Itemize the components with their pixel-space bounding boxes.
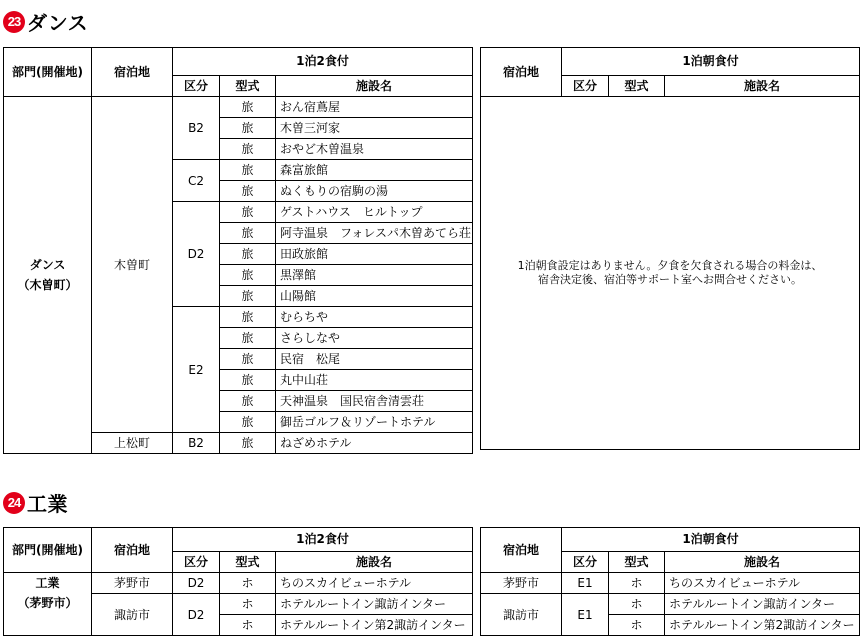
type-cell: 旅	[220, 223, 276, 244]
type-cell: 旅	[220, 265, 276, 286]
type-cell: 旅	[220, 370, 276, 391]
header-event: 部門(開催地)	[4, 48, 92, 97]
header-plan-2meals: 1泊2食付	[173, 48, 473, 76]
dance-lodging-table-breakfast	[480, 47, 860, 450]
section-number-badge: 23	[3, 11, 25, 33]
type-cell: 旅	[220, 181, 276, 202]
type-cell: 旅	[220, 160, 276, 181]
facility-cell: ホテルルートイン諏訪インター	[276, 594, 473, 615]
type-cell: ホ	[609, 594, 665, 615]
category-cell: E1	[562, 594, 609, 636]
section-heading-dance	[3, 7, 88, 36]
category-cell: B2	[173, 433, 220, 454]
type-cell: ホ	[609, 573, 665, 594]
dance-lodging-table-2meals	[3, 47, 473, 454]
event-cell	[4, 97, 92, 454]
facility-cell: おやど木曽温泉	[276, 139, 473, 160]
facility-cell: 民宿 松尾	[276, 349, 473, 370]
type-cell: 旅	[220, 97, 276, 118]
type-cell: 旅	[220, 349, 276, 370]
header-lodging: 宿泊地	[481, 48, 562, 97]
industry-lodging-table-breakfast	[480, 527, 860, 636]
lodging-cell: 茅野市	[92, 573, 173, 594]
header-category: 区分	[173, 551, 220, 572]
facility-cell: 森富旅館	[276, 160, 473, 181]
header-facility: 施設名	[276, 551, 473, 572]
facility-cell: 御岳ゴルフ＆リゾートホテル	[276, 412, 473, 433]
type-cell: 旅	[220, 118, 276, 139]
section-number-badge: 24	[3, 492, 25, 514]
event-cell	[4, 573, 92, 636]
lodging-cell: 木曽町	[92, 97, 173, 433]
header-event: 部門(開催地)	[4, 528, 92, 573]
category-cell: D2	[173, 202, 220, 307]
facility-cell: ちのスカイビューホテル	[665, 573, 860, 594]
industry-lodging-table-2meals	[3, 527, 473, 636]
facility-cell: ゲストハウス ヒルトップ	[276, 202, 473, 223]
type-cell: 旅	[220, 139, 276, 160]
header-type: 型式	[220, 75, 276, 96]
type-cell: 旅	[220, 328, 276, 349]
category-cell: B2	[173, 97, 220, 160]
event-name: 工業	[35, 576, 60, 590]
facility-cell: ホテルルートイン諏訪インター	[665, 594, 860, 615]
facility-cell: ねざめホテル	[276, 433, 473, 454]
header-plan-breakfast: 1泊朝食付	[562, 528, 860, 552]
category-cell: D2	[173, 594, 220, 636]
category-cell: D2	[173, 573, 220, 594]
header-lodging: 宿泊地	[92, 48, 173, 97]
header-lodging: 宿泊地	[481, 528, 562, 573]
facility-cell: さらしなや	[276, 328, 473, 349]
facility-cell: むらちや	[276, 307, 473, 328]
header-plan-2meals: 1泊2食付	[173, 528, 473, 552]
section-title: ダンス	[27, 11, 89, 35]
type-cell: ホ	[220, 573, 276, 594]
facility-cell: ホテルルートイン第2諏訪インター	[665, 615, 860, 636]
facility-cell: 黒澤館	[276, 265, 473, 286]
no-breakfast-notice	[481, 97, 860, 450]
facility-cell: ちのスカイビューホテル	[276, 573, 473, 594]
type-cell: 旅	[220, 244, 276, 265]
lodging-cell: 茅野市	[481, 573, 562, 594]
facility-cell: ぬくもりの宿駒の湯	[276, 181, 473, 202]
header-facility: 施設名	[276, 75, 473, 96]
facility-cell: 木曽三河家	[276, 118, 473, 139]
type-cell: 旅	[220, 307, 276, 328]
header-category: 区分	[562, 75, 609, 96]
facility-cell: おん宿蔦屋	[276, 97, 473, 118]
header-type: 型式	[609, 551, 665, 572]
header-category: 区分	[562, 551, 609, 572]
header-facility: 施設名	[665, 75, 860, 96]
header-facility: 施設名	[665, 551, 860, 572]
facility-cell: 丸中山荘	[276, 370, 473, 391]
header-category: 区分	[173, 75, 220, 96]
header-type: 型式	[609, 75, 665, 96]
notice-line-1: 1泊朝食設定はありません。夕食を欠食される場合の料金は、	[517, 259, 823, 272]
header-lodging: 宿泊地	[92, 528, 173, 573]
facility-cell: 山陽館	[276, 286, 473, 307]
type-cell: ホ	[220, 615, 276, 636]
section-heading-industry	[3, 488, 68, 517]
type-cell: 旅	[220, 412, 276, 433]
header-type: 型式	[220, 551, 276, 572]
lodging-cell: 上松町	[92, 433, 173, 454]
category-cell: C2	[173, 160, 220, 202]
lodging-cell: 諏訪市	[481, 594, 562, 636]
facility-cell: 阿寺温泉 フォレスパ木曽あてら荘	[276, 223, 473, 244]
type-cell: 旅	[220, 391, 276, 412]
type-cell: ホ	[609, 615, 665, 636]
category-cell: E1	[562, 573, 609, 594]
header-plan-breakfast: 1泊朝食付	[562, 48, 860, 76]
event-location: （茅野市）	[17, 596, 78, 610]
facility-cell: 田政旅館	[276, 244, 473, 265]
category-cell: E2	[173, 307, 220, 433]
facility-cell: ホテルルートイン第2諏訪インター	[276, 615, 473, 636]
notice-line-2: 宿舎決定後、宿泊等サポート室へお問合せください。	[538, 273, 803, 286]
type-cell: 旅	[220, 433, 276, 454]
type-cell: 旅	[220, 286, 276, 307]
type-cell: 旅	[220, 202, 276, 223]
facility-cell: 天神温泉 国民宿舎清雲荘	[276, 391, 473, 412]
event-location: （木曽町）	[17, 278, 78, 292]
event-name: ダンス	[29, 258, 66, 272]
section-title: 工業	[27, 492, 68, 516]
lodging-cell: 諏訪市	[92, 594, 173, 636]
type-cell: ホ	[220, 594, 276, 615]
